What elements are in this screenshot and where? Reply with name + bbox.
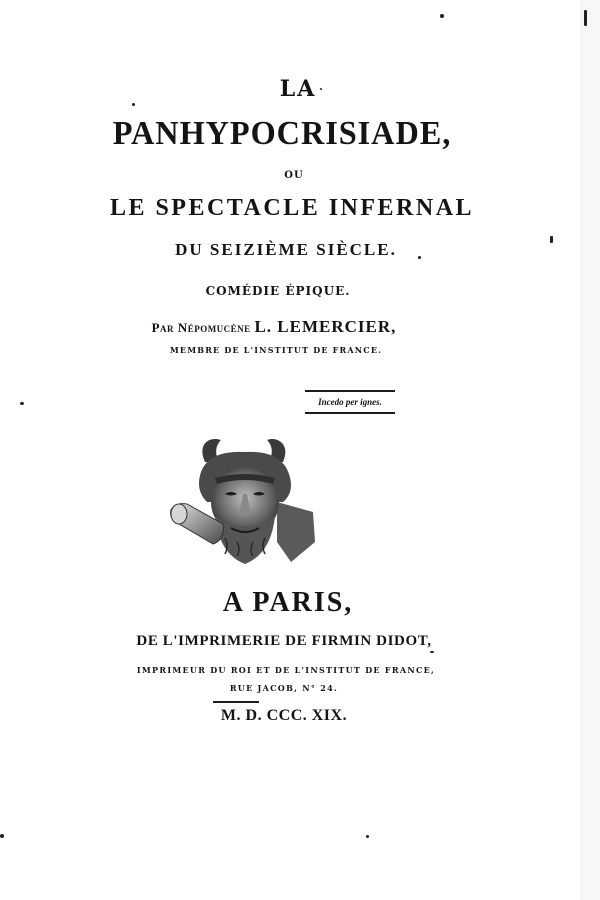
scan-speck bbox=[132, 103, 135, 106]
satyr-vignette-icon bbox=[165, 432, 325, 572]
page-margin bbox=[580, 0, 600, 900]
imprint-place: A PARIS, bbox=[222, 587, 354, 618]
subtitle: LE SPECTACLE INFERNAL bbox=[109, 195, 475, 221]
main-title: PANHYPOCRISIADE, bbox=[112, 115, 452, 152]
divider-rule bbox=[213, 701, 259, 703]
imprint-printer: DE L'IMPRIMERIE DE FIRMIN DIDOT, bbox=[136, 633, 432, 649]
subtitle-line2: DU SEIZIÈME SIÈCLE. bbox=[175, 240, 397, 259]
genre: COMÉDIE ÉPIQUE. bbox=[205, 284, 351, 298]
scan-speck bbox=[20, 402, 24, 405]
scan-speck bbox=[0, 834, 4, 838]
imprint-address: RUE JACOB, N° 24. bbox=[229, 683, 339, 693]
scan-speck bbox=[366, 835, 369, 838]
scan-speck bbox=[584, 10, 587, 26]
title-conjunction: OU bbox=[284, 170, 304, 181]
author-affiliation: MEMBRE DE L'INSTITUT DE FRANCE. bbox=[169, 345, 383, 355]
scan-speck bbox=[430, 651, 434, 653]
author-line bbox=[0, 317, 564, 337]
scan-speck bbox=[440, 14, 444, 18]
scan-speck bbox=[320, 88, 322, 90]
imprint-date: M. D. CCC. XIX. bbox=[220, 707, 348, 724]
epigraph: Incedo per ignes. bbox=[305, 390, 395, 414]
scan-speck bbox=[418, 256, 421, 259]
imprint-printer-role: IMPRIMEUR DU ROI ET DE L'INSTITUT DE FRANCE, bbox=[136, 665, 436, 675]
author-prefix: Par Népomucène bbox=[151, 320, 251, 335]
scan-speck bbox=[550, 236, 553, 243]
author-name: L. LEMERCIER, bbox=[254, 317, 397, 336]
title-article: LA bbox=[279, 76, 317, 102]
